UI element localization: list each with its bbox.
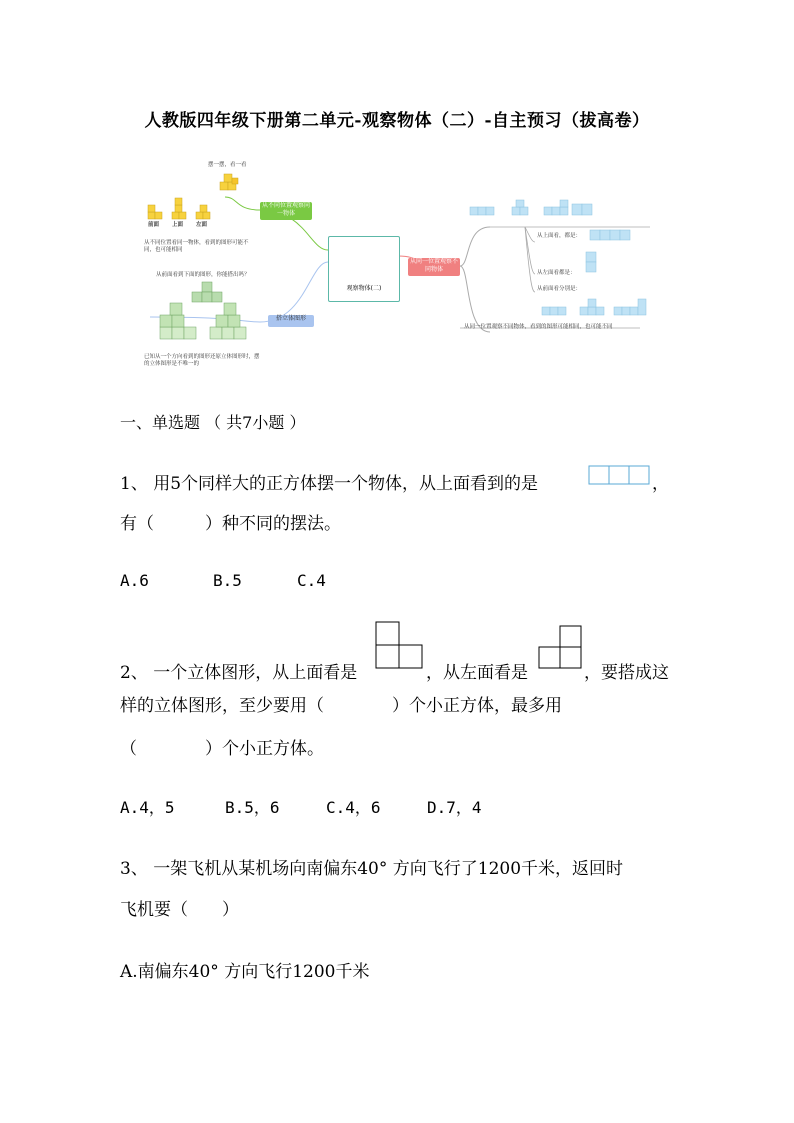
mindmap-question: 从前面看到下面的图形，你能搭出吗？ bbox=[156, 272, 250, 278]
three-squares-row-icon bbox=[588, 465, 650, 485]
view-front-icon bbox=[148, 205, 162, 219]
option-c[interactable]: C.4，6 bbox=[326, 798, 381, 817]
question-1-line-2: 有（ ）种不同的摆法。 bbox=[120, 514, 341, 534]
option-b[interactable]: B.5 bbox=[213, 571, 242, 590]
option-a[interactable]: A.4，5 bbox=[120, 798, 175, 817]
mindmap-note: 从同一位置观察不同物体，看到的图形可能相同，也可能不同 bbox=[464, 324, 613, 330]
question-3-line-2: 飞机要（ ） bbox=[120, 900, 239, 920]
question-3-line-1: 3、 一架飞机从某机场向南偏东40° 方向飞行了1200千米，返回时 bbox=[120, 859, 624, 879]
center-node bbox=[328, 236, 400, 302]
branch-node-label: 搭立体图形 bbox=[275, 315, 306, 322]
question-text: ， bbox=[652, 474, 669, 494]
cube-stack-icon bbox=[220, 174, 238, 190]
view-label-front: 前面 bbox=[148, 222, 160, 228]
view-label-left: 左面 bbox=[196, 222, 208, 228]
mindmap-caption: 摆一摆，看一看 bbox=[208, 162, 247, 168]
right-label-front: 从前面看分别是： bbox=[537, 286, 582, 292]
cube-block-right-icon bbox=[210, 303, 246, 339]
branch-node-same-position bbox=[408, 258, 460, 276]
branch-node-build-solid bbox=[268, 315, 314, 327]
option-a[interactable]: A.南偏东40° 方向飞行1200千米 bbox=[120, 962, 370, 982]
option-d[interactable]: D.7，4 bbox=[427, 798, 482, 817]
view-left-icon bbox=[196, 205, 210, 219]
question-text: ，从左面看是 bbox=[426, 663, 528, 683]
option-c[interactable]: C.4 bbox=[297, 571, 326, 590]
option-b[interactable]: B.5，6 bbox=[225, 798, 280, 817]
option-a[interactable]: A.6 bbox=[120, 571, 149, 590]
center-node-label: 观察物体(二) bbox=[346, 285, 382, 292]
view-top-icon bbox=[172, 198, 186, 219]
right-label-top: 从上面看，都是： bbox=[537, 233, 582, 239]
section-title: 一、单选题 （ 共7小题 ） bbox=[120, 413, 306, 432]
mindmap-note: 已知从一个方向看到的图形还原立体图形时，摆的立体图形是不唯一的 bbox=[144, 354, 260, 367]
question-1-line-1 bbox=[120, 469, 538, 494]
question-2-line-2: 样的立体图形，至少要用（ ）个小正方体，最多用 bbox=[120, 696, 562, 716]
pyramid-icon bbox=[192, 282, 222, 302]
view-label-top: 上面 bbox=[172, 222, 184, 228]
branch-node-label: 从不同位置观察同一物体 bbox=[261, 202, 310, 217]
right-objects-icon bbox=[470, 200, 646, 315]
top-view-figure-icon bbox=[375, 621, 425, 669]
mind-map bbox=[140, 152, 656, 374]
left-view-figure-icon bbox=[537, 625, 583, 669]
question-2-line-1: 2、 一个立体图形，从上面看是 bbox=[120, 663, 358, 683]
cube-block-left-icon bbox=[160, 303, 196, 339]
right-label-left: 从左面看都是： bbox=[537, 270, 576, 276]
question-text: 1、 用5个同样大的正方体摆一个物体，从上面看到的是 bbox=[120, 474, 539, 494]
page-title: 人教版四年级下册第二单元-观察物体（二）-自主预习（拔高卷） bbox=[144, 111, 650, 131]
mindmap-note: 从不同位置看同一物体，看到的图形可能不同，也可能相同 bbox=[144, 240, 249, 253]
branch-node-label: 从同一位置观察不同物体 bbox=[409, 258, 458, 273]
branch-node-different-positions bbox=[260, 202, 312, 220]
question-text: ，要搭成这 bbox=[584, 663, 669, 683]
question-2-line-3: （ ）个小正方体。 bbox=[120, 739, 324, 759]
